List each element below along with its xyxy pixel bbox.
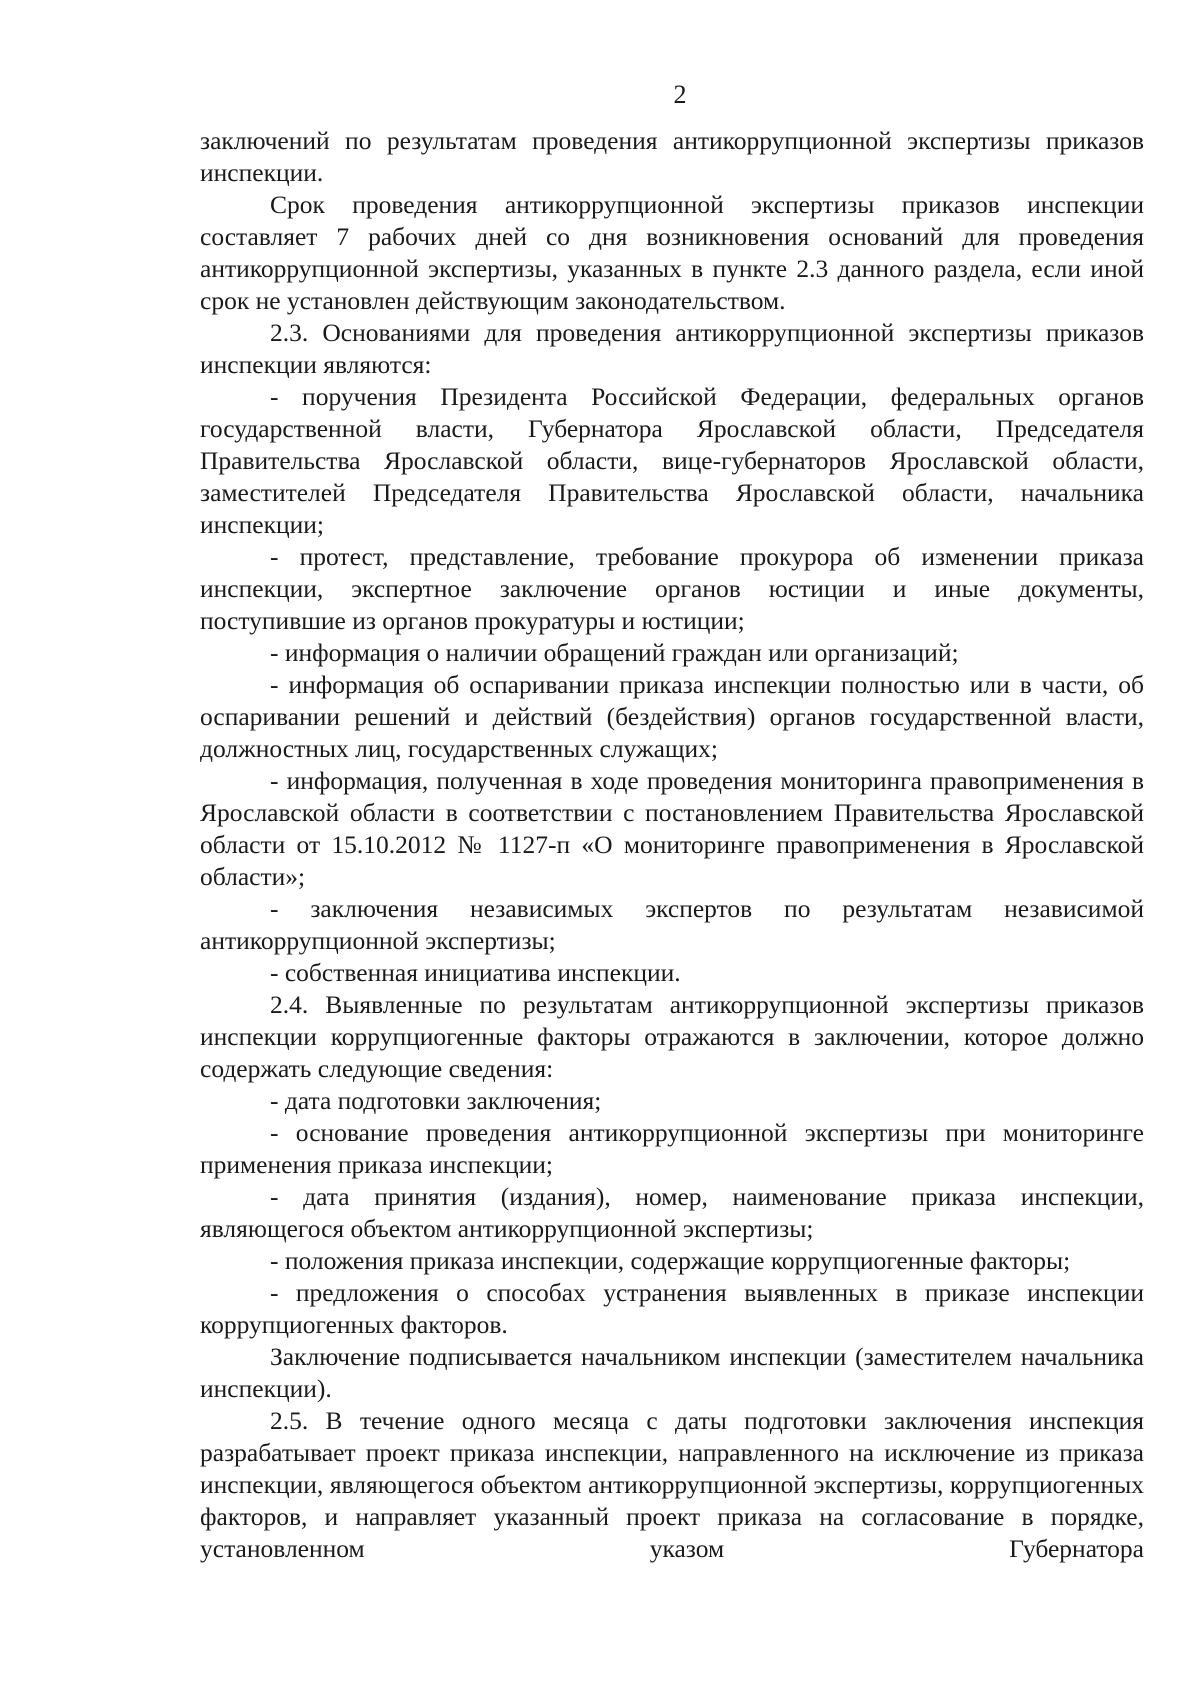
paragraph: - дата принятия (издания), номер, наименование приказа инспекции, являющегося объектом антикоррупционной экспертизы; (200, 1182, 1144, 1243)
document-body (200, 125, 1144, 1565)
paragraph: - заключения независимых экспертов по результатам независимой антикоррупционной экспертизы; (200, 894, 1144, 955)
paragraph: - информация об оспаривании приказа инспекции полностью или в части, об оспаривании решений и действий (бездействия) органов государственной власти, должностных лиц, государственных служащих; (200, 670, 1144, 763)
paragraph: заключений по результатам проведения антикоррупционной экспертизы приказов инспекции. (200, 126, 1144, 187)
paragraph: 2.5. В течение одного месяца с даты подготовки заключения инспекция разрабатывает проект приказа инспекции, направленного на исключение из приказа инспекции, являющегося объектом антикоррупционной экспертизы, коррупциогенных факторов, и направляет указанный проект приказа на согласование в порядке, установленном указом Губернатора (200, 1406, 1144, 1563)
paragraph: - дата подготовки заключения; (270, 1086, 602, 1115)
paragraph: Заключение подписывается начальником инспекции (заместителем начальника инспекции). (200, 1342, 1144, 1403)
paragraph: - собственная инициатива инспекции. (270, 958, 681, 987)
paragraph: 2.4. Выявленные по результатам антикоррупционной экспертизы приказов инспекции коррупциогенные факторы отражаются в заключении, которое должно содержать следующие сведения: (200, 990, 1144, 1083)
paragraph: Срок проведения антикоррупционной экспертизы приказов инспекции составляет 7 рабочих дней со дня возникновения оснований для проведения антикоррупционной экспертизы, указанных в пункте 2.3 данного раздела, если иной срок не установлен действующим законодательством. (200, 190, 1144, 315)
paragraph: - поручения Президента Российской Федерации, федеральных органов государственной власти, Губернатора Ярославской области, Председателя Правительства Ярославской области, вице-губернаторов Ярославской области, заместителей Председателя Правительства Ярославской области, начальника инспекции; (200, 382, 1144, 539)
paragraph: - информация, полученная в ходе проведения мониторинга правоприменения в Ярославской области в соответствии с постановлением Правительства Ярославской области от 15.10.2012 № 1127-п «О мониторинге правоприменения в Ярославской области»; (200, 766, 1144, 891)
paragraph: - положения приказа инспекции, содержащие коррупциогенные факторы; (270, 1246, 1071, 1275)
paragraph: - информация о наличии обращений граждан или организаций; (270, 638, 959, 667)
page-number: 2 (673, 80, 687, 109)
paragraph: - протест, представление, требование прокурора об изменении приказа инспекции, экспертное заключение органов юстиции и иные документы, поступившие из органов прокуратуры и юстиции; (200, 542, 1144, 635)
paragraph: 2.3. Основаниями для проведения антикоррупционной экспертизы приказов инспекции являются: (200, 318, 1144, 379)
paragraph: - основание проведения антикоррупционной экспертизы при мониторинге применения приказа инспекции; (200, 1118, 1144, 1179)
paragraph: - предложения о способах устранения выявленных в приказе инспекции коррупциогенных факторов. (200, 1278, 1144, 1339)
